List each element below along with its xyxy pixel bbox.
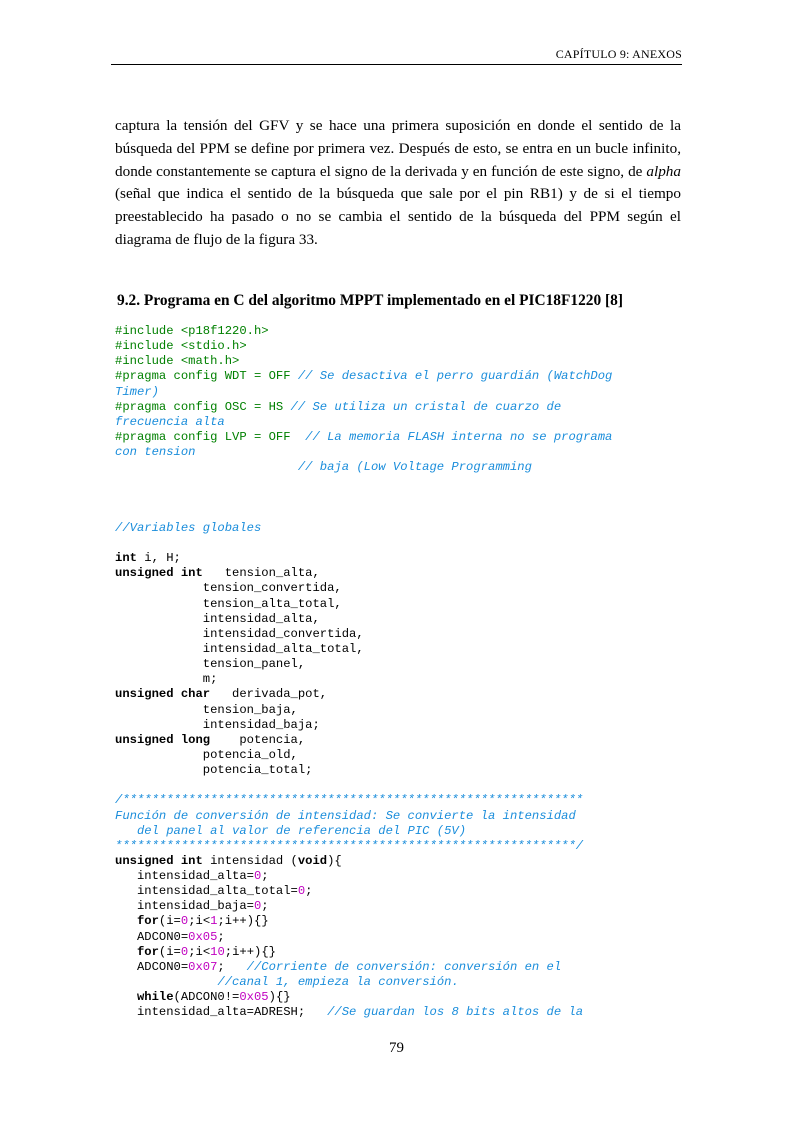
code-token: Timer) xyxy=(115,384,159,399)
code-token: intensidad ( xyxy=(202,853,298,868)
running-header: CAPÍTULO 9: ANEXOS xyxy=(555,47,682,61)
code-line xyxy=(115,899,695,914)
code-line xyxy=(115,960,695,975)
code-token: frecuencia alta xyxy=(115,414,225,429)
code-token: derivada_pot, xyxy=(210,687,328,702)
code-line xyxy=(115,809,695,824)
code-line xyxy=(115,521,695,536)
code-token: 0 xyxy=(297,884,306,899)
code-token: ;i< xyxy=(188,914,211,929)
code-token: 10 xyxy=(210,944,225,959)
paragraph-text-part1: captura la tensión del GFV y se hace una primera suposición en donde el sentido de la búsqueda del PPM se define por primera vez. Después de esto, se entra en un bucle infinito, donde constantemente se captura el signo de la derivada y en función de este signo, de xyxy=(115,117,681,180)
code-token xyxy=(115,914,137,928)
code-token: ;i++){} xyxy=(224,944,276,959)
code-token: i, H; xyxy=(136,551,181,566)
code-token: //canal 1, empieza la conversión. xyxy=(217,975,459,990)
code-token: // baja (Low Voltage Programming xyxy=(297,460,532,475)
code-line xyxy=(115,430,695,445)
code-token: ; xyxy=(261,869,269,884)
code-line xyxy=(115,672,695,687)
code-token: /*************************************************************** xyxy=(115,793,584,808)
code-token: 0 xyxy=(253,899,262,914)
code-token: while xyxy=(136,990,174,1005)
code-token: // La memoria FLASH interna no se programa xyxy=(305,429,613,444)
code-line xyxy=(115,460,695,475)
code-line xyxy=(115,536,695,551)
code-line xyxy=(115,930,695,945)
code-token: ***************************************************************/ xyxy=(115,838,584,853)
code-line xyxy=(115,551,695,566)
code-line xyxy=(115,506,695,521)
code-token: intensidad_alta= xyxy=(115,869,254,884)
code-line xyxy=(115,612,695,627)
code-token: (i= xyxy=(158,914,181,929)
code-token: potencia_old, xyxy=(115,747,298,762)
code-line xyxy=(115,945,695,960)
code-line xyxy=(115,854,695,869)
code-line xyxy=(115,491,695,506)
code-line xyxy=(115,385,695,400)
code-token: intensidad_alta_total, xyxy=(115,641,364,656)
code-line xyxy=(115,657,695,672)
section-heading: 9.2. Programa en C del algoritmo MPPT implementado en el PIC18F1220 [8] xyxy=(117,292,623,309)
code-line xyxy=(115,445,695,460)
code-token: ; xyxy=(261,899,269,914)
code-token: (ADCON0!= xyxy=(173,990,240,1005)
page-number: 79 xyxy=(389,1040,404,1056)
code-token: intensidad_baja; xyxy=(115,717,320,732)
code-token: //Se guardan los 8 bits altos de la xyxy=(327,1005,584,1020)
code-line xyxy=(115,1005,695,1020)
paragraph-alpha-term: alpha xyxy=(646,162,681,180)
code-token: 0 xyxy=(253,869,262,884)
code-token: m; xyxy=(115,672,218,687)
code-line xyxy=(115,869,695,884)
code-token: //Corriente de conversión: conversión en el xyxy=(246,959,562,974)
code-line xyxy=(115,703,695,718)
code-line xyxy=(115,475,695,490)
header-divider xyxy=(111,64,682,65)
code-token: tension_alta, xyxy=(202,566,320,581)
code-token: intensidad_baja= xyxy=(115,899,254,914)
code-token: for xyxy=(136,944,159,959)
body-paragraph xyxy=(115,115,681,252)
code-line xyxy=(115,839,695,854)
code-token: void xyxy=(297,853,328,868)
code-token: intensidad_alta_total= xyxy=(115,884,298,899)
code-token: intensidad_alta=ADRESH; xyxy=(115,1005,328,1020)
code-token: intensidad_alta, xyxy=(115,611,320,626)
code-line xyxy=(115,581,695,596)
code-line xyxy=(115,824,695,839)
code-token: unsigned long xyxy=(115,732,211,747)
code-line xyxy=(115,884,695,899)
code-token: 0x07 xyxy=(188,959,218,974)
code-token: unsigned int xyxy=(115,853,203,868)
code-token: ; xyxy=(217,959,247,974)
code-token xyxy=(115,990,137,1004)
code-token: tension_panel, xyxy=(115,657,306,672)
code-token xyxy=(115,945,137,959)
code-token: 0 xyxy=(180,944,189,959)
code-token: #include <math.h> xyxy=(115,354,240,369)
code-line xyxy=(115,324,695,339)
code-token: int xyxy=(115,551,137,566)
code-line xyxy=(115,687,695,702)
code-line xyxy=(115,627,695,642)
code-token: ){ xyxy=(327,853,342,868)
code-line xyxy=(115,763,695,778)
code-token: tension_convertida, xyxy=(115,581,342,596)
code-line xyxy=(115,369,695,384)
code-line xyxy=(115,354,695,369)
code-token: ;i< xyxy=(188,944,211,959)
code-line xyxy=(115,793,695,808)
code-token: //Variables globales xyxy=(115,520,262,535)
code-token: unsigned char xyxy=(115,687,211,702)
code-token: #pragma config WDT = OFF xyxy=(115,369,298,384)
code-token: potencia_total; xyxy=(115,763,313,778)
code-token: // Se desactiva el perro guardián (WatchDog xyxy=(297,369,613,384)
code-token: tension_alta_total, xyxy=(115,596,342,611)
code-token: for xyxy=(136,914,159,929)
paragraph-text-part2: (señal que indica el sentido de la búsqueda que sale por el pin RB1) y de si el tiempo preestablecido ha pasado o no se cambia el sentido de la búsqueda del PPM según el diagrama de flujo de la figura 33. xyxy=(115,185,681,248)
code-token: #pragma config OSC = HS xyxy=(115,399,291,414)
code-line xyxy=(115,415,695,430)
code-line xyxy=(115,733,695,748)
code-line xyxy=(115,914,695,929)
code-token: tension_baja, xyxy=(115,702,298,717)
code-token: 0x05 xyxy=(188,929,218,944)
code-token: ;i++){} xyxy=(217,914,269,929)
code-token: #include <p18f1220.h> xyxy=(115,324,269,338)
code-token: ; xyxy=(305,884,313,899)
code-line xyxy=(115,975,695,990)
code-token xyxy=(115,975,217,989)
code-token: potencia, xyxy=(210,732,306,747)
code-line xyxy=(115,566,695,581)
code-line xyxy=(115,597,695,612)
code-token: #pragma config LVP = OFF xyxy=(115,429,306,444)
code-token: ; xyxy=(217,929,225,944)
code-listing xyxy=(115,324,695,1020)
code-token: ADCON0= xyxy=(115,959,189,974)
code-token: ){} xyxy=(268,990,291,1005)
code-token: ADCON0= xyxy=(115,929,189,944)
code-token: 0 xyxy=(180,914,189,929)
code-line xyxy=(115,339,695,354)
code-token: unsigned int xyxy=(115,566,203,581)
code-token: #include <stdio.h> xyxy=(115,339,247,354)
code-token: del panel al valor de referencia del PIC (5V) xyxy=(115,823,467,838)
code-token: 1 xyxy=(210,914,218,929)
code-line xyxy=(115,748,695,763)
code-token xyxy=(115,460,298,474)
code-token: con tension xyxy=(115,445,196,460)
code-line xyxy=(115,718,695,733)
code-token: intensidad_convertida, xyxy=(115,626,364,641)
code-token: // Se utiliza un cristal de cuarzo de xyxy=(290,399,562,414)
code-line xyxy=(115,990,695,1005)
code-token: (i= xyxy=(158,944,181,959)
code-line xyxy=(115,778,695,793)
code-line xyxy=(115,400,695,415)
code-token: Función de conversión de intensidad: Se convierte la intensidad xyxy=(115,808,576,823)
code-token: 0x05 xyxy=(239,990,269,1005)
code-line xyxy=(115,642,695,657)
